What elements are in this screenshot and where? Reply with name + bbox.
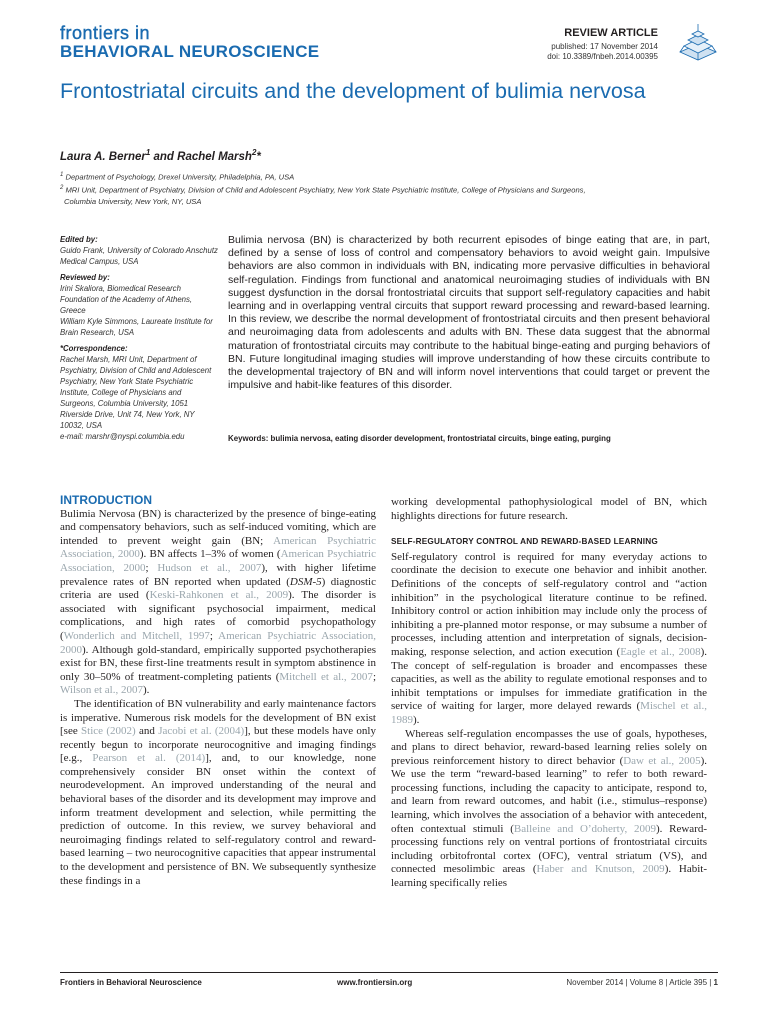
- footer-website-link[interactable]: www.frontiersin.org: [337, 978, 413, 987]
- abstract: Bulimia nervosa (BN) is characterized by both recurrent episodes of binge eating that are, in part, defined by a sense of loss of control and compensatory behaviors to avoid weight gain. Impulsive behaviors are also common in individuals with BN, indicating more pervasive difficulties in behavioral self-regulation. Findings from functional and anatomical neuroimaging studies of individuals with BN suggest dysfunction in the dorsal frontostriatal circuits that support self-regulatory capacities and habit learning and in overlapping ventral circuits that support reward processing and reward-based learning. In this review, we describe the normal development of frontostriatal circuits and then present behavioral and neuroimaging data from adolescents and adults with BN. These data suggest that the abnormal maturation of frontostriatal circuits may contribute to the habitual binge-eating and purging behaviors of BN. Future longitudinal imaging studies will improve understanding of how these circuits contribute to the developmental trajectory of BN and will inform novel interventions that could target or prevent the impulsive and habit-like features of this disorder.: [228, 234, 710, 392]
- journal-name-bottom: BEHAVIORAL NEUROSCIENCE: [60, 42, 320, 61]
- journal-name-top: frontiers in: [60, 23, 151, 43]
- citation-link[interactable]: American Psychiatric Association, 2000: [60, 548, 376, 574]
- reviewed-by-label: Reviewed by:: [60, 273, 110, 282]
- citation-link[interactable]: Haber and Knutson, 2009: [536, 863, 665, 876]
- author-superscript: 1: [145, 148, 151, 157]
- footer-divider: [60, 972, 718, 973]
- citation-link[interactable]: Eagle et al., 2008: [620, 645, 701, 658]
- affiliation-number: 1: [60, 172, 64, 178]
- article-title: Frontostriatal circuits and the development of bulimia nervosa: [60, 79, 646, 103]
- paragraph: Whereas self-regulation encompasses the use of goals, hypotheses, and plans to direct behavior, reward-based learning relies solely on previous reinforcement history to direct behavior (Daw et al., 2005). We use the term “reward-based learning” to refer to both reward-processing functions, including the capacity to anticipate, respond to, and learn from reward outcomes, and habit (i.e., stimulus–response) learning, which involves the association of a behavior with antecedent, often contextual stimuli (Balleine and O’doherty, 2009). Reward-processing functions rely on ventral portions of frontostriatal circuits including orbitofrontal cortex (OFC), ventral striatum (VS), and connected mesolimbic areas (Haber and Knutson, 2009). Habit-learning specifically relies: [391, 727, 707, 890]
- citation-link[interactable]: Mitchell et al., 2007: [279, 670, 373, 683]
- reviewer: William Kyle Simmons, Laureate Institute for Brain Research, USA: [60, 317, 213, 337]
- author-name: Laura A. Berner: [60, 150, 146, 163]
- affiliation-text: Columbia University, New York, NY, USA: [64, 196, 202, 206]
- body-column-left: [60, 494, 376, 888]
- subsection-heading: SELF-REGULATORY CONTROL AND REWARD-BASED LEARNING: [391, 537, 658, 547]
- paragraph: Bulimia Nervosa (BN) is characterized by the presence of binge-eating and compensatory behaviors, such as self-induced vomiting, which are intended to prevent weight gain (BN; American Psychiatric Association, 2000). BN affects 1–3% of women (American Psychiatric Association, 2000; Hudson et al., 2007), with higher lifetime prevalence rates of BN reported when updated (DSM-5) diagnostic criteria are used (Keski-Rahkonen et al., 2009). The disorder is associated with significant psychosocial impairment, medical complications, and high rates of comorbid psychopathology (Wonderlich and Mitchell, 1997; American Psychiatric Association, 2000). Although gold-standard, empirically supported psychotherapies exist for BN, these first-line treatments result in symptom abstinence in only 30–50% of treatment-completing patients (Mitchell et al., 2007; Wilson et al., 2007).: [60, 507, 376, 697]
- published-date: published: 17 November 2014: [551, 42, 658, 51]
- citation-link[interactable]: Hudson et al., 2007: [157, 561, 262, 574]
- edited-by-label: Edited by:: [60, 235, 98, 244]
- sidebar: [60, 234, 218, 442]
- article-type: REVIEW ARTICLE: [564, 27, 658, 39]
- citation-link[interactable]: Wilson et al., 2007: [60, 684, 143, 697]
- citation-link[interactable]: Stice (2002): [81, 725, 136, 738]
- footer-volume: November 2014 | Volume 8 | Article 395 |: [566, 978, 714, 987]
- footer-issue-info: [566, 978, 718, 987]
- citation-link[interactable]: Mischel et al., 1989: [391, 700, 707, 726]
- author-name: Rachel Marsh: [177, 150, 252, 163]
- affiliation-text: Department of Psychology, Drexel University, Philadelphia, PA, USA: [65, 172, 295, 182]
- correspondence-label: *Correspondence:: [60, 344, 128, 353]
- author-conjunction: and: [150, 150, 178, 163]
- author-list: [60, 148, 261, 163]
- doi: doi: 10.3389/fnbeh.2014.00395: [547, 52, 658, 61]
- building-stack-logo-icon: [676, 22, 720, 62]
- publication-info: [547, 42, 658, 62]
- affiliation: [60, 183, 720, 207]
- citation-link[interactable]: American Psychiatric Association, 2000: [60, 534, 376, 561]
- editor: Guido Frank, University of Colorado Anschutz Medical Campus, USA: [60, 246, 218, 266]
- citation-link[interactable]: Pearson et al. (2014): [92, 752, 206, 765]
- correspondence: Rachel Marsh, MRI Unit, Department of Psychiatry, Division of Child and Adolescent Psychiatry, New York State Psychiatric Institute, College of Physicians and Surgeons, Columbia University, 1051 Riverside Drive, Unit 74, New York, NY 10032, USA: [60, 355, 212, 430]
- author-superscript: 2: [251, 148, 257, 157]
- citation-link[interactable]: Jacobi et al. (2004): [158, 725, 245, 738]
- reviewer: Irini Skaliora, Biomedical Research Foundation of the Academy of Athens, Greece: [60, 284, 193, 315]
- keywords: Keywords: bulimia nervosa, eating disorder development, frontostriatal circuits, binge eating, purging: [228, 434, 611, 443]
- email-link[interactable]: e-mail: marshr@nyspi.columbia.edu: [60, 432, 185, 441]
- citation-link[interactable]: Daw et al., 2005: [623, 754, 701, 767]
- page-number: 1: [713, 978, 718, 987]
- paragraph: The identification of BN vulnerability and early maintenance factors is imperative. Numerous risk models for the development of BN exist [see Stice (2002) and Jacobi et al. (2004)], but these models have only recently begun to incorporate neurocognitive and imaging findings [e.g., Pearson et al. (2014)], and, to our knowledge, none comprehensively consider BN onset within the context of neurodevelopment. An improved understanding of the neural and behavioral bases of the disorder and its development may improve and inform treatment development and selection, while permitting the prediction of outcome. In this review, we survey behavioral and neuroimaging findings related to self-regulatory control and reward-based learning – two neurocognitive capacities that appear instrumental to the development and persistence of BN. We subsequently synthesize these findings in a: [60, 697, 377, 887]
- citation-link[interactable]: American Psychiatric Association, 2000: [60, 629, 376, 656]
- author-correspondence-star: *: [256, 150, 261, 163]
- paragraph: working developmental pathophysiological model of BN, which highlights directions for future research.: [391, 496, 707, 522]
- affiliation-text: MRI Unit, Department of Psychiatry, Division of Child and Adolescent Psychiatry, New York State Psychiatric Institute, College of Physicians and Surgeons,: [65, 185, 586, 195]
- affiliation: [60, 170, 720, 183]
- citation-link[interactable]: Keski-Rahkonen et al., 2009: [149, 589, 289, 602]
- citation-link[interactable]: Balleine and O’doherty, 2009: [513, 822, 656, 835]
- footer-journal: Frontiers in Behavioral Neuroscience: [60, 978, 202, 987]
- paragraph: Self-regulatory control is required for many everyday actions to coordinate the decision to execute one behavior and inhibit another. Definitions of the concepts of self-regulatory control and “action inhibition” in the psychological literature continue to be refined. Inhibitory control or action inhibition may include only the process of inhibiting a pre-planned motor response, or may subsume a number of processes, including attention and interpretation of signals, decision-making, response selection, and action execution (Eagle et al., 2008). The concept of self-regulation is broader and encompasses these capacities, as well as the ability to regulate emotional responses and to inhibit temptations or impulses for immediate gratification in the service of waiting for larger, more delayed rewards (Mischel et al., 1989).: [391, 550, 708, 726]
- affiliation-number: 2: [60, 185, 64, 191]
- section-heading: INTRODUCTION: [60, 493, 152, 507]
- body-column-right: [391, 496, 707, 891]
- citation-link[interactable]: Wonderlich and Mitchell, 1997: [63, 629, 210, 642]
